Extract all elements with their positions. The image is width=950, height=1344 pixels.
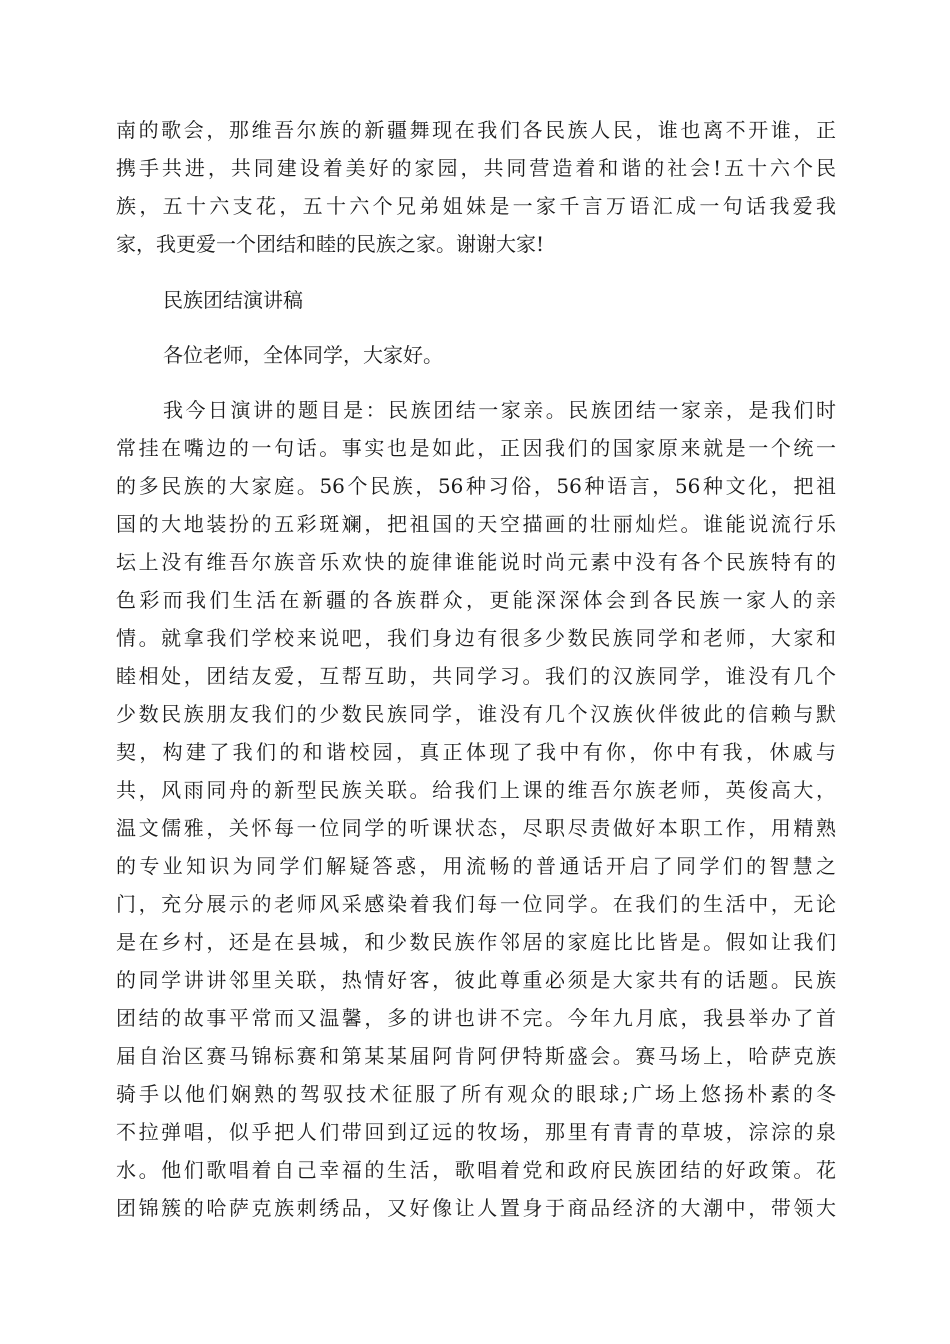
text-line: 的多民族的大家庭。56个民族，56种习俗，56种语言，56种文化，把祖 (116, 474, 836, 498)
text-line: 家，我更爱一个团结和睦的民族之家。谢谢大家! (116, 232, 545, 256)
text-line: 坛上没有维吾尔族音乐欢快的旋律谁能说时尚元素中没有各个民族特有的 (116, 550, 836, 574)
text-line: 南的歌会，那维吾尔族的新疆舞现在我们各民族人民，谁也离不开谁，正 (116, 118, 836, 142)
text-line: 的专业知识为同学们解疑答惑，用流畅的普通话开启了同学们的智慧之 (116, 854, 836, 878)
section-title: 民族团结演讲稿 (163, 288, 303, 312)
text-line: 团锦簇的哈萨克族刺绣品，又好像让人置身于商品经济的大潮中，带领大 (116, 1196, 836, 1220)
text-line: 我今日演讲的题目是：民族团结一家亲。民族团结一家亲，是我们时 (163, 398, 836, 422)
text-line: 团结的故事平常而又温馨，多的讲也讲不完。今年九月底，我县举办了首 (116, 1006, 836, 1030)
text-line: 门，充分展示的老师风采感染着我们每一位同学。在我们的生活中，无论 (116, 892, 836, 916)
text-line: 共，风雨同舟的新型民族关联。给我们上课的维吾尔族老师，英俊高大， (116, 778, 836, 802)
text-line: 情。就拿我们学校来说吧，我们身边有很多少数民族同学和老师，大家和 (116, 626, 836, 650)
text-line: 常挂在嘴边的一句话。事实也是如此，正因我们的国家原来就是一个统一 (116, 436, 836, 460)
text-line: 骑手以他们娴熟的驾驭技术征服了所有观众的眼球;广场上悠扬朴素的冬 (116, 1082, 836, 1106)
text-line: 是在乡村，还是在县城，和少数民族作邻居的家庭比比皆是。假如让我们 (116, 930, 836, 954)
text-line: 族，五十六支花，五十六个兄弟姐妹是一家千言万语汇成一句话我爱我 (116, 194, 836, 218)
text-line: 的同学讲讲邻里关联，热情好客，彼此尊重必须是大家共有的话题。民族 (116, 968, 836, 992)
text-line: 携手共进，共同建设着美好的家园，共同营造着和谐的社会!五十六个民 (116, 156, 836, 180)
text-line: 色彩而我们生活在新疆的各族群众，更能深深体会到各民族一家人的亲 (116, 588, 836, 612)
text-line: 温文儒雅，关怀每一位同学的听课状态，尽职尽责做好本职工作，用精熟 (116, 816, 836, 840)
text-line: 睦相处，团结友爱，互帮互助，共同学习。我们的汉族同学，谁没有几个 (116, 664, 836, 688)
text-line: 契，构建了我们的和谐校园，真正体现了我中有你，你中有我，休戚与 (116, 740, 836, 764)
text-line: 少数民族朋友我们的少数民族同学，谁没有几个汉族伙伴彼此的信赖与默 (116, 702, 836, 726)
greeting-line: 各位老师，全体同学，大家好。 (163, 343, 443, 367)
text-line: 水。他们歌唱着自己幸福的生活，歌唱着党和政府民族团结的好政策。花 (116, 1158, 836, 1182)
text-line: 届自治区赛马锦标赛和第某某届阿肯阿伊特斯盛会。赛马场上，哈萨克族 (116, 1044, 836, 1068)
text-line: 不拉弹唱，似乎把人们带回到辽远的牧场，那里有青青的草坡，淙淙的泉 (116, 1120, 836, 1144)
text-line: 国的大地装扮的五彩斑斓，把祖国的天空描画的壮丽灿烂。谁能说流行乐 (116, 512, 836, 536)
